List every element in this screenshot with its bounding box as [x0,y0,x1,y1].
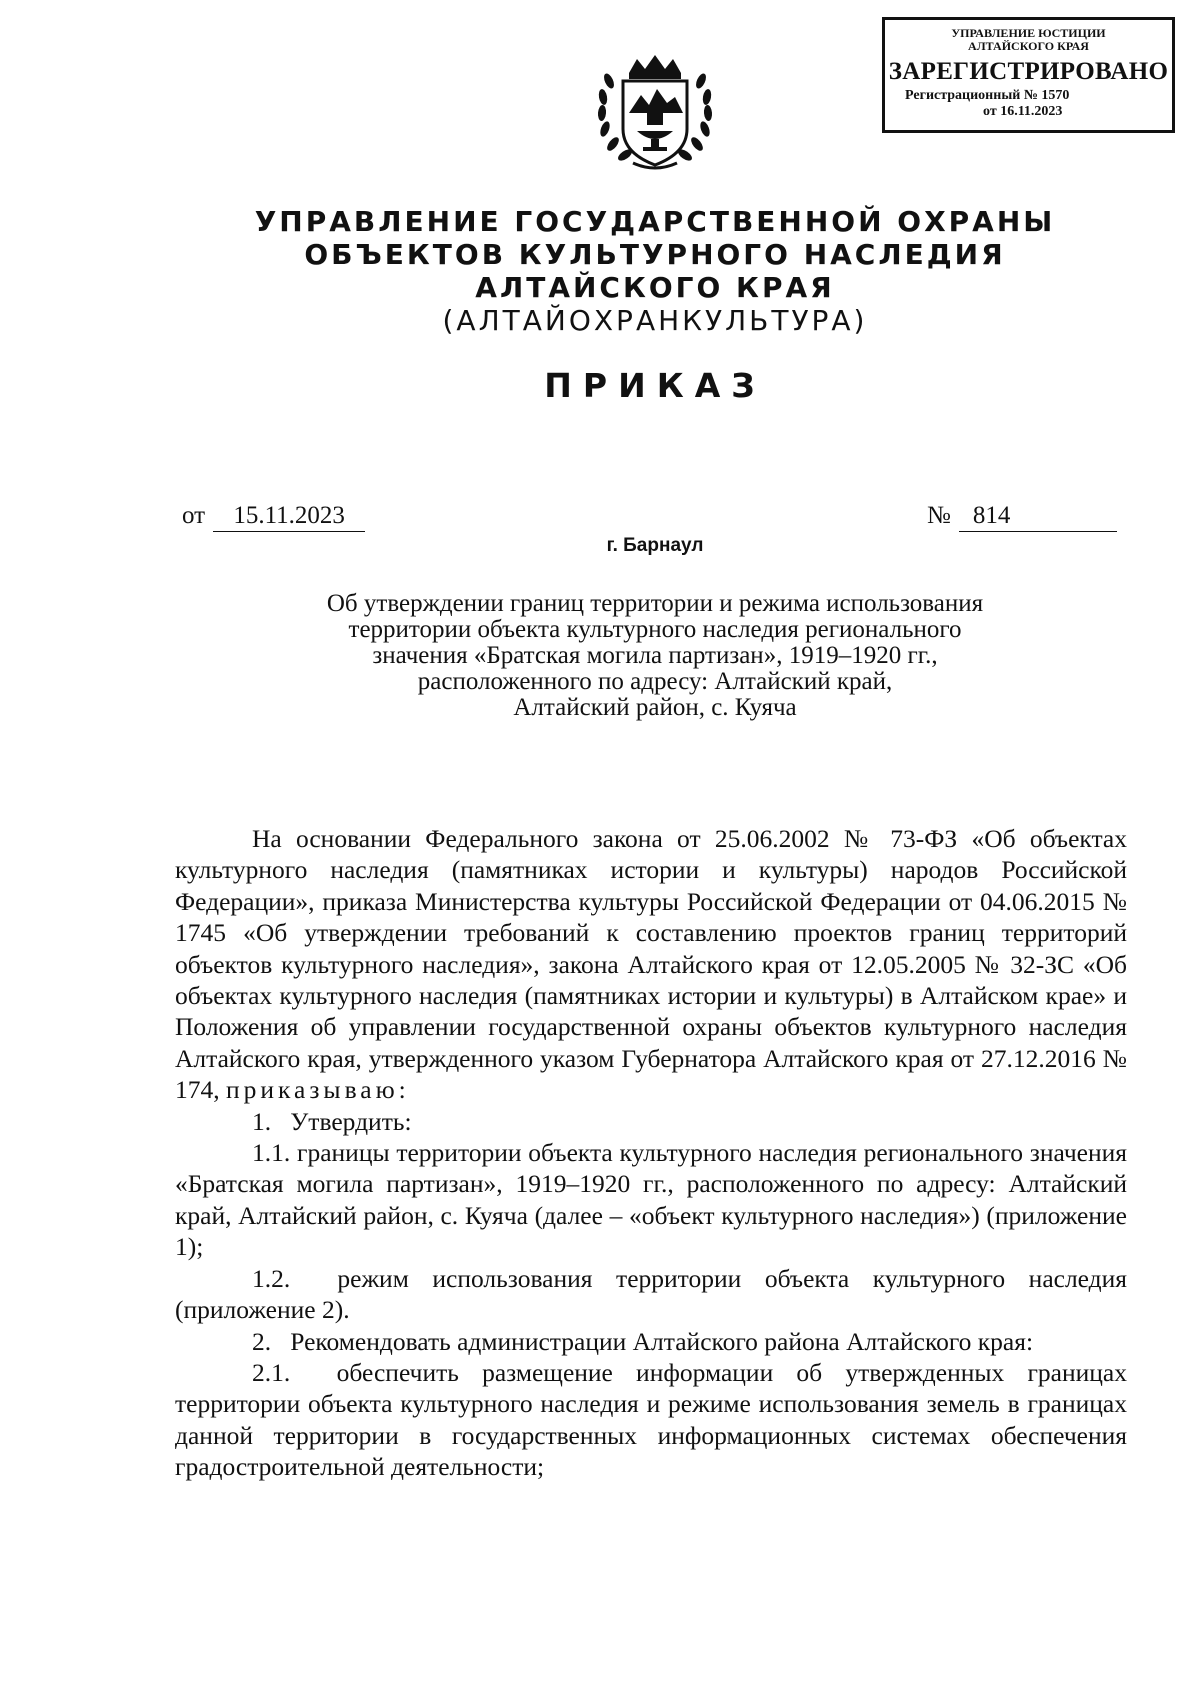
item-number: 2.1. [252,1357,291,1387]
list-item [175,1137,1127,1263]
item-text: обеспечить размещение информации об утвержденных границах территории объекта культурного наследия и режиме использования земель в границах данной территории в государственных информационных системах обеспечения градостроительной деятельности; [175,1357,1127,1482]
document-type: ПРИКАЗ [544,366,766,405]
item-number: 2. [252,1326,272,1356]
document-date [182,502,365,532]
preamble-command: приказываю: [226,1075,410,1105]
city: г. Барнаул [606,535,704,556]
item-text: Рекомендовать администрации Алтайского района Алтайского края: [290,1326,1034,1356]
list-item [175,1357,1127,1483]
item-number: 1. [252,1106,272,1136]
number-label: № [927,502,951,529]
list-item [175,1263,1127,1326]
coat-of-arms-icon [595,51,715,175]
number-value: 814 [959,502,1117,532]
title-line: Об утверждении границ территории и режима использования [326,590,984,617]
item-text: режим использования территории объекта культурного наследия (приложение 2). [175,1263,1128,1325]
organization-line2: ОБЪЕКТОВ КУЛЬТУРНОГО НАСЛЕДИЯ [304,238,1006,271]
document-title [200,591,1110,721]
date-value: 15.11.2023 [213,502,365,532]
preamble-text: На основании Федерального закона от 25.06.2002 № 73-ФЗ «Об объектах культурного наследия (памятниках истории и культуры) народов Российской Федерации», приказа Министерства культуры Российской Федерации от 04.06.2015 № 1745 «Об утверждении требований к составлению проектов границ территорий объектов культурного наследия», закона Алтайского края от 12.05.2005 № 32-ЗС «Об объектах культурного наследия (памятниках истории и культуры) в Алтайском крае» и Положения об управлении государственной охраны объектов культурного наследия Алтайского края, утвержденного указом Губернатора Алтайского края от 27.12.2016 № 174, [175,824,1127,1105]
registration-stamp [882,17,1175,133]
preamble-paragraph [175,823,1127,1106]
stamp-authority-line1: УПРАВЛЕНИЕ ЮСТИЦИИ [951,26,1106,40]
document-body [175,823,1127,1483]
organization-name [0,205,1200,337]
item-number: 1.1. [252,1138,291,1168]
stamp-registration-date: от 16.11.2023 [983,104,1063,119]
date-label: от [182,502,206,529]
item-text: границы территории объекта культурного наследия регионального значения «Братская могила партизан», 1919–1920 гг., расположенного по адресу: Алтайский край, Алтайский район, с. Куяча (далее – «объект культурного наследия») (приложение 1); [175,1138,1127,1262]
list-item [175,1106,1127,1137]
organization-line3: АЛТАЙСКОГО КРАЯ [475,271,835,304]
stamp-authority-line2: АЛТАЙСКОГО КРАЯ [968,39,1089,53]
organization-short-name: (АЛТАЙОХРАНКУЛЬТУРА) [442,304,868,337]
title-line: расположенного по адресу: Алтайский край, [417,668,893,695]
item-text: Утвердить: [290,1106,412,1136]
stamp-registration-number: Регистрационный № 1570 [905,88,1070,103]
stamp-status: ЗАРЕГИСТРИРОВАНО [888,58,1169,85]
document-number [927,502,1117,532]
title-line: значения «Братская могила партизан», 1919–1920 гг., [372,642,938,669]
title-line: территории объекта культурного наследия регионального [348,616,962,643]
organization-line1: УПРАВЛЕНИЕ ГОСУДАРСТВЕННОЙ ОХРАНЫ [254,205,1056,238]
list-item [175,1326,1127,1357]
item-number: 1.2. [252,1263,291,1293]
title-line: Алтайский район, с. Куяча [513,694,797,721]
